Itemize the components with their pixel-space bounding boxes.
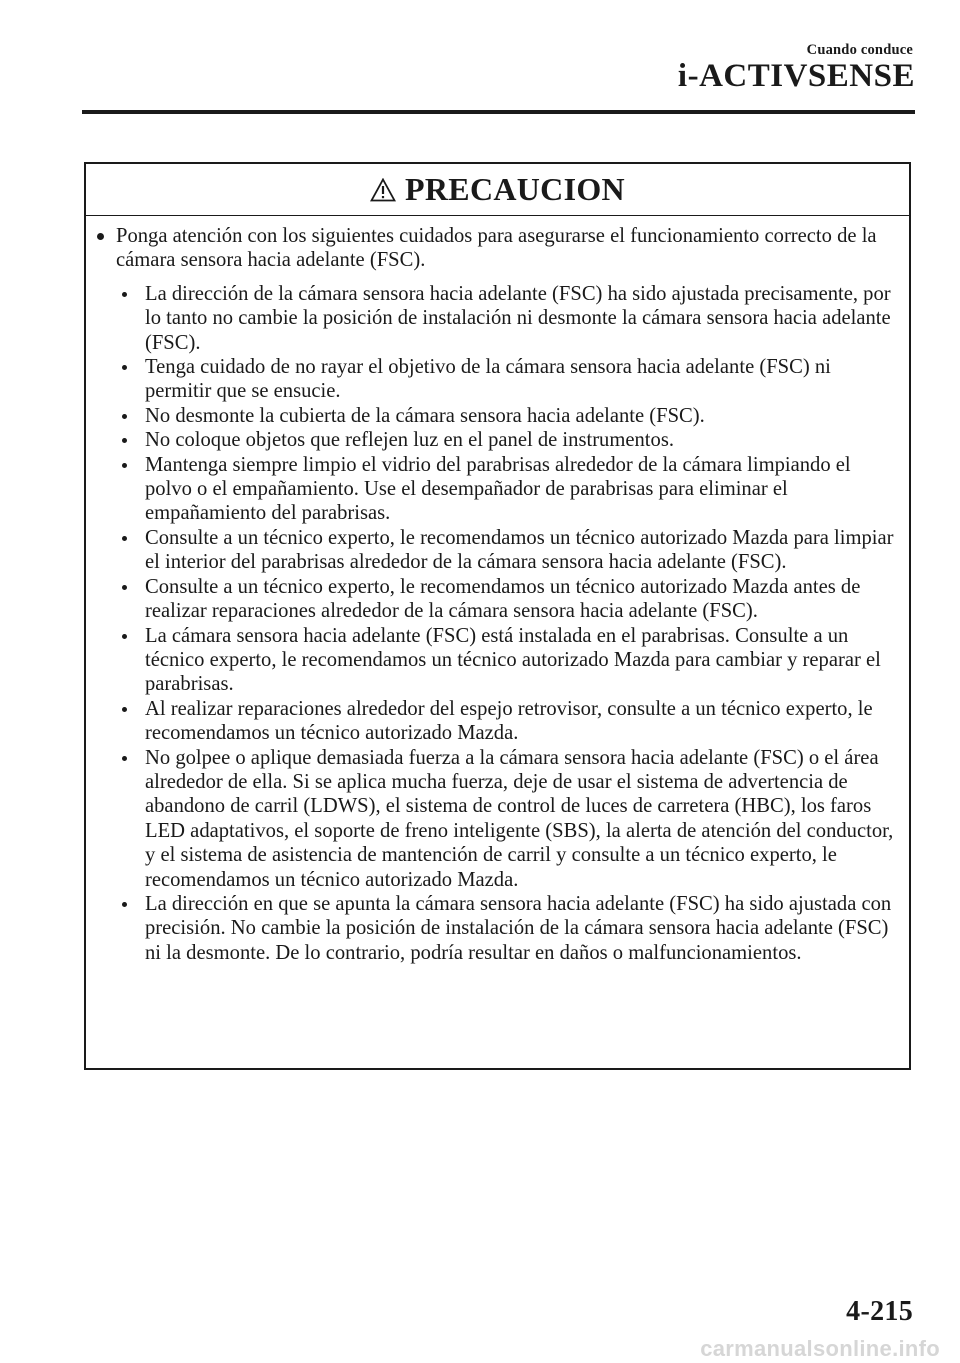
caution-sub-text: Mantenga siempre limpio el vidrio del parabrisas alrededor de la cámara limpiando el polvo o el empañamiento. Use el desempañador de parabrisas para eliminar el empañamiento del parabrisas. <box>145 453 851 525</box>
caution-sub-item <box>145 697 909 746</box>
section-label: Cuando conduce <box>806 42 913 58</box>
caution-sub-item <box>145 282 909 355</box>
bullet-icon <box>122 536 127 541</box>
watermark[interactable]: carmanualsonline.info <box>700 1336 940 1361</box>
caution-sub-text: La dirección de la cámara sensora hacia adelante (FSC) ha sido ajustada precisamente, por lo tanto no cambie la posición de instalación ni desmonte la cámara sensora hacia adelante (FSC). <box>145 282 891 354</box>
caution-sub-text: No desmonte la cubierta de la cámara sensora hacia adelante (FSC). <box>145 404 705 427</box>
caution-header <box>86 164 909 216</box>
caution-sub-item <box>145 892 909 965</box>
bullet-icon <box>122 292 127 297</box>
caution-sub-text: Al realizar reparaciones alrededor del espejo retrovisor, consulte a un técnico experto, le recomendamos un técnico autorizado Mazda. <box>145 697 873 745</box>
caution-sub-item <box>145 624 909 697</box>
caution-sub-text: La cámara sensora hacia adelante (FSC) está instalada en el parabrisas. Consulte a un técnico experto, le recomendamos un técnico autorizado Mazda para cambiar y reparar el parabrisas. <box>145 624 881 696</box>
warning-triangle-icon <box>370 178 396 202</box>
caution-sub-text: No golpee o aplique demasiada fuerza a la cámara sensora hacia adelante (FSC) o el área alrededor de ella. Si se aplica mucha fuerza, deje de usar el sistema de advertencia de abandono de carril (LDWS), el sistema de control de luces de carretera (HBC), los faros LED adaptativos, el soporte de freno inteligente (SBS), la alerta de atención del conductor, y el sistema de asistencia de mantención de carril y consulte a un técnico experto, le recomendamos un técnico autorizado Mazda. <box>145 746 894 891</box>
bullet-icon <box>122 634 127 639</box>
bullet-icon <box>97 233 104 240</box>
caution-sub-text: Tenga cuidado de no rayar el objetivo de la cámara sensora hacia adelante (FSC) ni permitir que se ensucie. <box>145 356 831 403</box>
caution-sub-text: Consulte a un técnico experto, le recomendamos un técnico autorizado Mazda para limpiar el interior del parabrisas alrededor de la cámara sensora hacia adelante (FSC). <box>145 526 894 574</box>
bullet-icon <box>122 756 127 761</box>
caution-sub-item <box>145 746 909 892</box>
header-divider <box>82 110 915 114</box>
bullet-icon <box>122 414 127 419</box>
bullet-icon <box>122 438 127 443</box>
chapter-title: i-ACTIVSENSE <box>677 58 915 94</box>
caution-main-item <box>116 224 909 273</box>
caution-sub-item <box>145 453 909 526</box>
caution-sub-item <box>145 575 909 624</box>
page-number: 4-215 <box>846 1296 913 1327</box>
caution-sub-item <box>145 526 909 575</box>
caution-main-text: Ponga atención con los siguientes cuidados para asegurarse el funcionamiento correcto de la cámara sensora hacia adelante (FSC). <box>116 225 877 272</box>
caution-sub-list <box>86 282 909 965</box>
caution-box <box>84 162 911 1070</box>
caution-sub-item <box>145 355 909 404</box>
caution-body <box>86 216 909 965</box>
bullet-icon <box>122 365 127 370</box>
caution-sub-item <box>145 428 909 452</box>
bullet-icon <box>122 707 127 712</box>
bullet-icon <box>122 463 127 468</box>
bullet-icon <box>122 585 127 590</box>
caution-sub-text: La dirección en que se apunta la cámara sensora hacia adelante (FSC) ha sido ajustada con precisión. No cambie la posición de instalación de la cámara sensora hacia adelante (FSC) ni la desmonte. De lo contrario, podría resultar en daños o malfuncionamientos. <box>145 892 892 964</box>
caution-title: PRECAUCION <box>405 171 625 207</box>
caution-sub-text: No coloque objetos que reflejen luz en el panel de instrumentos. <box>145 429 674 452</box>
bullet-icon <box>122 902 127 907</box>
caution-sub-text: Consulte a un técnico experto, le recomendamos un técnico autorizado Mazda antes de realizar reparaciones alrededor de la cámara sensora hacia adelante (FSC). <box>145 575 861 623</box>
caution-sub-item <box>145 404 909 428</box>
